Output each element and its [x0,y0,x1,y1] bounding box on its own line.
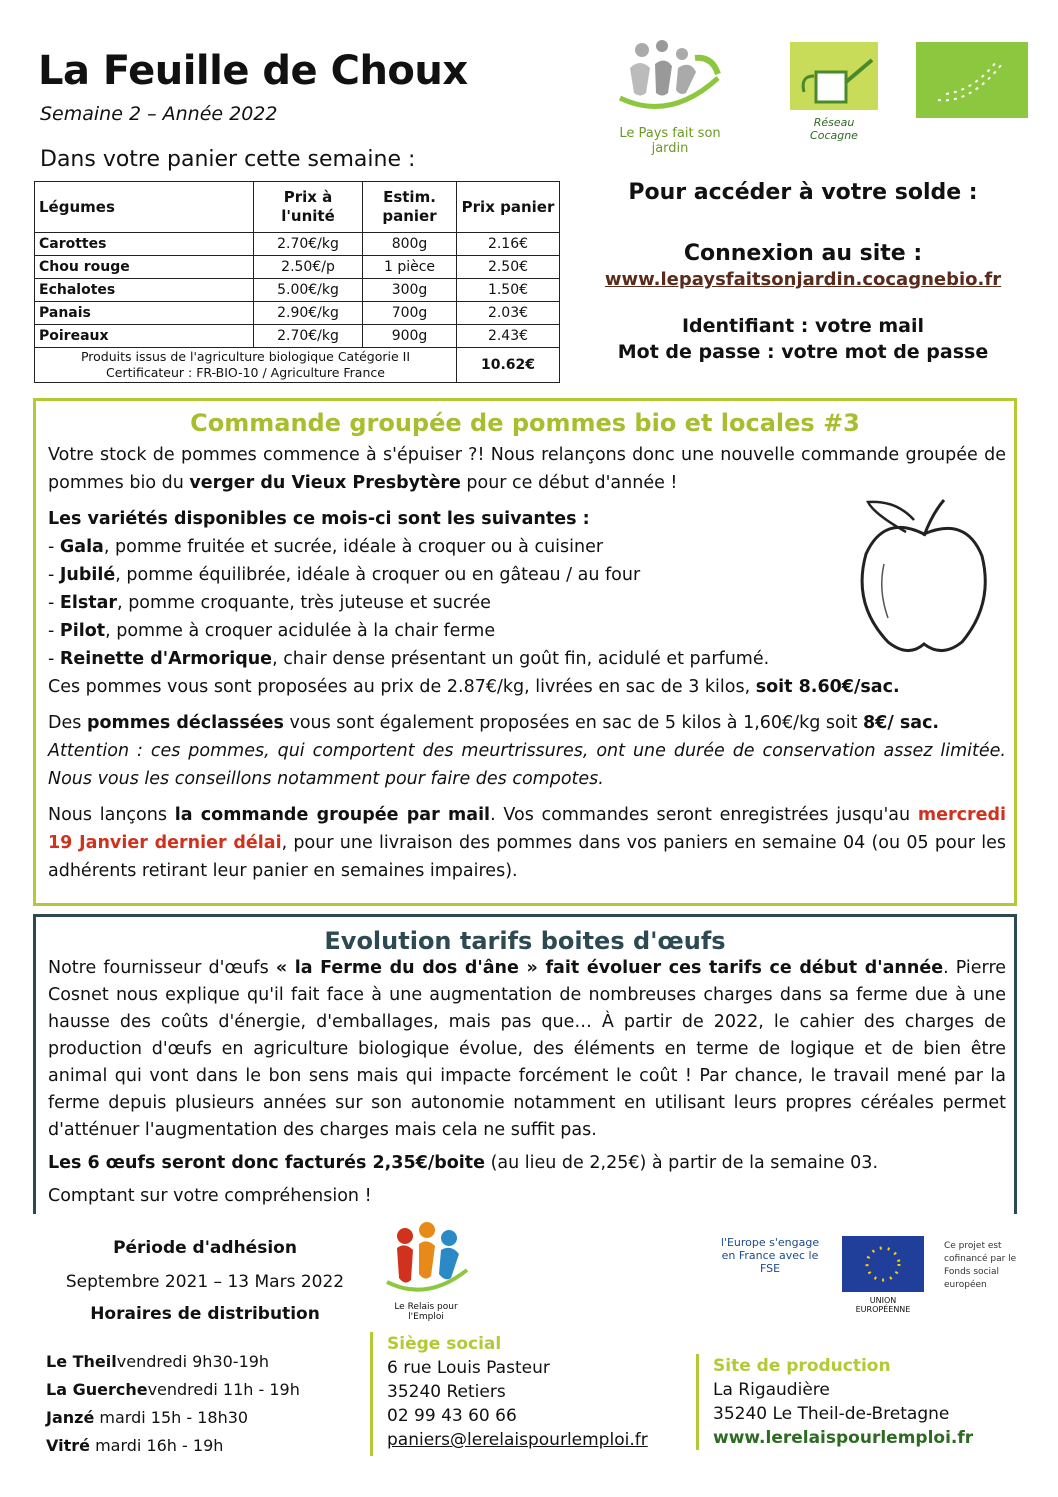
certifier-line: Certificateur : FR-BIO-10 / Agriculture France [106,365,385,380]
siege-line: 02 99 43 60 66 [387,1406,517,1426]
site-link[interactable]: www.lepaysfaitsonjardin.cocagnebio.fr [604,269,1002,290]
apple-illustration [844,494,1004,664]
egg-closing: Comptant sur votre compréhension ! [48,1186,372,1206]
apple-price: Ces pommes vous sont proposées au prix de 2.87€/kg, livrées en sac de 3 kilos, soit 8.60€/sac. [48,677,900,697]
estimated-quantity: 1 pièce [363,256,457,279]
unit-price: 2.90€/kg [254,302,363,325]
basket-total: 10.62€ [457,348,560,383]
table-row [35,325,560,348]
membership-period [44,1238,366,1324]
estimated-quantity: 300g [363,279,457,302]
column-header: Légumes [35,182,254,233]
certification-line: Produits issus de l'agriculture biologique Catégorie II [80,349,411,364]
europe-sengage-logo [716,1236,824,1275]
table-row [35,233,560,256]
reseau-cocagne-logo [788,42,880,142]
egg-new-price: Les 6 œufs seront donc facturés 2,35€/boite (au lieu de 2,25€) à partir de la semaine 03. [48,1153,879,1173]
relais-people-icon [381,1222,471,1298]
issue-subtitle: Semaine 2 – Année 2022 [40,103,278,125]
account-access [586,180,1020,363]
apple-section-title: Commande groupée de pommes bio et locales #3 [190,409,860,437]
vegetable-name: Poireaux [35,325,254,348]
list-item: Janzé mardi 15h - 18h30 [46,1408,249,1427]
order-deadline: mercredi 19 Janvier dernier délai [48,805,1006,853]
eu-stars-icon [842,1236,924,1292]
list-item: Vitré mardi 16h - 19h [46,1436,224,1455]
relais-logo [376,1222,476,1322]
pays-fait-son-jardin-logo [600,38,740,156]
europe-sengage-label: l'Europe s'engage en France avec le FSE [720,1236,820,1275]
vegetable-name: Carottes [35,233,254,256]
pays-logo-icon [600,38,740,118]
pays-logo-label: Le Pays fait son jardin [619,126,721,156]
egg-section-title: Evolution tarifs boites d'œufs [324,927,726,955]
apple-intro: Votre stock de pommes commence à s'épuiser ?! Nous relançons donc une nouvelle commande groupée de pommes bio du verger du Vieux Presbytère pour ce début d'année ! [48,445,1006,493]
basket-price: 2.03€ [457,302,560,325]
siege-email-link[interactable]: paniers@lerelaispourlemploi.fr [387,1430,648,1450]
table-row [35,256,560,279]
eu-flag [842,1236,924,1292]
variety-item: - Pilot, pomme à croquer acidulée à la chair ferme [48,621,496,641]
table-header-row [35,182,560,233]
variety-item: - Jubilé, pomme équilibrée, idéale à croquer ou en gâteau / au four [48,565,641,585]
order-info: Nous lançons la commande groupée par mail. Vos commandes seront enregistrées jusqu'au mercredi 19 Janvier dernier délai, pour une livraison des pommes dans vos paniers en semaine 04 (ou 05 pour les adhérents retirant leur panier en semaines impaires). [48,805,1006,881]
unit-price: 5.00€/kg [254,279,363,302]
login-password: Mot de passe : votre mot de passe [617,341,989,363]
period-dates: Septembre 2021 – 13 Mars 2022 [65,1272,345,1292]
eu-organic-logo [916,42,1028,118]
table-row [35,279,560,302]
apple-icon [844,494,1004,664]
eu-label: UNION EUROPÉENNE [855,1296,911,1314]
column-header: Prix panier [457,182,560,233]
account-heading: Pour accéder à votre solde : [628,180,978,205]
list-item: La Guerchevendredi 11h - 19h [46,1380,300,1399]
varieties-heading: Les variétés disponibles ce mois-ci sont les suivantes : [48,509,590,529]
eurofeuille-icon [916,42,1028,118]
page-title: La Feuille de Choux [38,48,468,94]
egg-paragraph: Notre fournisseur d'œufs « la Ferme du dos d'âne » fait évoluer ces tarifs ce début d'année. Pierre Cosnet nous explique qu'il fait face à une augmentation de nombreuses charges dans sa ferme due à une hausse des coûts d'énergie, d'emballages, mais pas que… À partir de 2022, le cahier des charges de production d'œufs en agriculture biologique évolue, des éléments en terme de logique et de bien être animal qui vont dans le bon sens mais qui impacte forcément le coût ! Par chance, le travail mené par la ferme depuis plusieurs années sur son autonomie notamment en utilisant leurs propres céréales permet d'atténuer l'augmentation des charges mais cela ne suffit pas. [48,958,1007,1140]
list-item: Le Theilvendredi 9h30-19h [46,1352,270,1371]
period-heading: Période d'adhésion [113,1238,297,1258]
fse-note: Ce projet est cofinancé par le Fonds social européen [944,1241,1017,1290]
hours-heading: Horaires de distribution [90,1304,320,1324]
certification-note [35,348,457,383]
basket-price: 2.16€ [457,233,560,256]
table-row [35,302,560,325]
basket-heading: Dans votre panier cette semaine : [40,147,416,172]
variety-item: - Gala, pomme fruitée et sucrée, idéale à croquer ou à cuisiner [48,537,604,557]
basket-price: 2.43€ [457,325,560,348]
siege-line: 6 rue Louis Pasteur [387,1358,550,1378]
vegetable-name: Chou rouge [35,256,254,279]
cocagne-logo-label: Réseau Cocagne [810,116,858,142]
basket-table [34,181,560,383]
distribution-list [46,1348,300,1460]
head-office [370,1332,648,1456]
estimated-quantity: 700g [363,302,457,325]
estimated-quantity: 900g [363,325,457,348]
variety-item: - Elstar, pomme croquante, très juteuse et sucrée [48,593,491,613]
unit-price: 2.50€/p [254,256,363,279]
siege-line: 35240 Retiers [387,1382,506,1402]
attention-note: Attention : ces pommes, qui comportent des meurtrissures, ont une durée de conservation assez limitée. Nous vous les conseillons notamment pour faire des compotes. [48,741,1006,789]
watering-can-icon [788,42,880,112]
declassed-apples: Des pommes déclassées vous sont également proposées en sac de 5 kilos à 1,60€/kg soit 8€/ sac. [48,713,940,733]
site-url-link[interactable]: www.lerelaispourlemploi.fr [713,1428,974,1448]
unit-price: 2.70€/kg [254,233,363,256]
connexion-heading: Connexion au site : [683,241,923,266]
unit-price: 2.70€/kg [254,325,363,348]
column-header: Estim. panier [363,182,457,233]
site-line: 35240 Le Theil-de-Bretagne [713,1404,950,1424]
siege-heading: Siège social [387,1334,502,1354]
login-identifier: Identifiant : votre mail [681,315,925,337]
basket-price: 1.50€ [457,279,560,302]
column-header: Prix à l'unité [254,182,363,233]
vegetable-name: Panais [35,302,254,325]
variety-item: - Reinette d'Armorique, chair dense présentant un goût fin, acidulé et parfumé. [48,649,770,669]
estimated-quantity: 800g [363,233,457,256]
production-site [696,1354,973,1450]
egg-prices-box [33,914,1017,1214]
basket-price: 2.50€ [457,256,560,279]
vegetable-name: Echalotes [35,279,254,302]
site-heading: Site de production [713,1356,891,1376]
site-line: La Rigaudière [713,1380,830,1400]
relais-logo-label: Le Relais pour l'Emploi [394,1302,458,1322]
table-footer-row [35,348,560,383]
